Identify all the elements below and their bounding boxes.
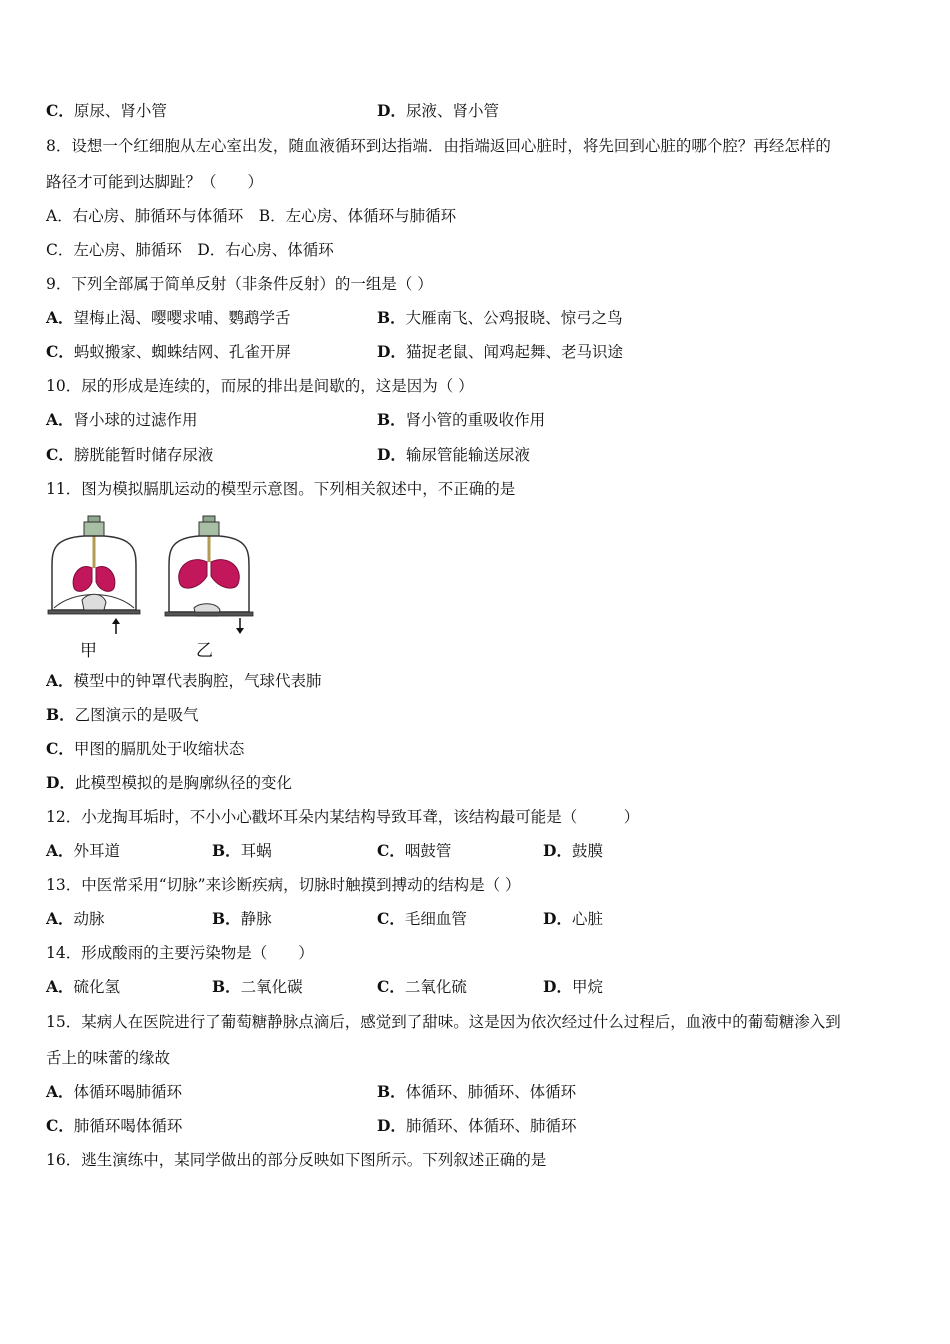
option-text: 此模型模拟的是胸廓纵径的变化 xyxy=(74,774,292,792)
figure-label-jia: 甲 xyxy=(80,641,97,661)
q13-option-a xyxy=(46,908,105,930)
option-text: 猫捉老鼠、闻鸡起舞、老马识途 xyxy=(405,343,623,361)
option-letter: C． xyxy=(46,1116,74,1135)
q15-stem: 15．某病人在医院进行了葡萄糖静脉点滴后，感觉到了甜味。这是因为依次经过什么过程后，血液中的葡萄糖渗入到 xyxy=(46,1013,841,1031)
option-letter: A． xyxy=(46,308,74,327)
diaphragm-model-figure xyxy=(44,512,264,662)
q8-stem-cont: 路径才可能到达脚趾？（ ） xyxy=(46,173,264,191)
option-text: 咽鼓管 xyxy=(404,842,452,860)
q11-option-d xyxy=(46,772,292,794)
option-text: 尿液、肾小管 xyxy=(405,102,499,120)
q14-option-b xyxy=(212,976,303,998)
option-letter: D． xyxy=(543,977,572,996)
bell-jar-right xyxy=(165,516,253,634)
q7-option-c xyxy=(46,100,167,122)
option-letter: B． xyxy=(377,308,406,327)
option-letter: A． xyxy=(46,841,74,860)
q15-option-a xyxy=(46,1081,182,1103)
option-text: 甲烷 xyxy=(571,978,603,996)
option-text: 甲图的膈肌处于收缩状态 xyxy=(73,740,245,758)
q12-stem: 12．小龙掏耳垢时，不小小心戳坏耳朵内某结构导致耳聋，该结构最可能是（ ） xyxy=(46,808,640,826)
q14-option-d xyxy=(543,976,603,998)
option-letter: A． xyxy=(46,671,74,690)
q11-stem: 11．图为模拟膈肌运动的模型示意图。下列相关叙述中，不正确的是 xyxy=(46,480,516,498)
option-letter: C． xyxy=(46,101,74,120)
option-letter: D． xyxy=(543,909,572,928)
option-text: 大雁南飞、公鸡报晓、惊弓之鸟 xyxy=(405,309,623,327)
option-text: 体循环喝肺循环 xyxy=(73,1083,183,1101)
option-letter: D． xyxy=(377,1116,406,1135)
option-letter: C． xyxy=(377,909,405,928)
option-text: 肾小管的重吸收作用 xyxy=(405,411,546,429)
option-text: 输尿管能输送尿液 xyxy=(405,446,530,464)
q12-option-b xyxy=(212,840,272,862)
option-letter: C． xyxy=(46,739,74,758)
q15-option-d xyxy=(377,1115,576,1137)
option-text: 肺循环喝体循环 xyxy=(73,1117,183,1135)
option-text: 二氧化碳 xyxy=(240,978,303,996)
q10-option-b xyxy=(377,409,545,431)
option-letter: C． xyxy=(377,977,405,996)
option-text: 毛细血管 xyxy=(404,910,467,928)
option-letter: C． xyxy=(377,841,405,860)
option-letter: C． xyxy=(46,445,74,464)
option-text: 硫化氢 xyxy=(73,978,121,996)
q15-option-b xyxy=(377,1081,576,1103)
option-letter: B． xyxy=(212,909,241,928)
option-letter: C． xyxy=(46,342,74,361)
option-letter: D． xyxy=(377,445,406,464)
option-text: 肾小球的过滤作用 xyxy=(73,411,198,429)
option-text: 肺循环、体循环、肺循环 xyxy=(405,1117,577,1135)
option-text: 动脉 xyxy=(73,910,105,928)
option-letter: B． xyxy=(212,977,241,996)
option-letter: B． xyxy=(377,1082,406,1101)
q15-stem-cont: 舌上的味蕾的缘故 xyxy=(46,1049,171,1067)
q10-option-d xyxy=(377,444,530,466)
q12-option-a xyxy=(46,840,120,862)
option-text: 望梅止渴、嘤嘤求哺、鹦鹉学舌 xyxy=(73,309,291,327)
option-text: 静脉 xyxy=(240,910,272,928)
option-letter: D． xyxy=(46,773,75,792)
option-text: 外耳道 xyxy=(73,842,121,860)
option-text: 二氧化硫 xyxy=(404,978,467,996)
option-text: 心脏 xyxy=(571,910,603,928)
option-text: 体循环、肺循环、体循环 xyxy=(405,1083,577,1101)
q10-stem: 10．尿的形成是连续的，而尿的排出是间歇的，这是因为（ ） xyxy=(46,377,474,395)
option-text: 蚂蚁搬家、蜘蛛结网、孔雀开屏 xyxy=(73,343,291,361)
q10-option-a xyxy=(46,409,198,431)
q13-stem: 13．中医常采用“切脉”来诊断疾病，切脉时触摸到搏动的结构是（ ） xyxy=(46,876,521,894)
q9-stem: 9．下列全部属于简单反射（非条件反射）的一组是（ ） xyxy=(46,275,433,293)
q9-option-c xyxy=(46,341,291,363)
q11-option-a xyxy=(46,670,322,692)
q12-option-d xyxy=(543,840,603,862)
q8-stem: 8．设想一个红细胞从左心室出发，随血液循环到达指端．由指端返回心脏时，将先回到心脏的哪个腔？再经怎样的 xyxy=(46,137,831,155)
q8-options-cd: C．左心房、肺循环 D．右心房、体循环 xyxy=(46,241,334,259)
option-text: 乙图演示的是吸气 xyxy=(74,706,199,724)
diaphragm-model-illustration xyxy=(44,512,264,662)
q7-option-d xyxy=(377,100,499,122)
q14-stem: 14．形成酸雨的主要污染物是（ ） xyxy=(46,944,314,962)
option-text: 鼓膜 xyxy=(571,842,603,860)
q9-option-b xyxy=(377,307,623,329)
option-text: 原尿、肾小管 xyxy=(73,102,167,120)
q14-option-c xyxy=(377,976,467,998)
q13-option-c xyxy=(377,908,467,930)
option-text: 模型中的钟罩代表胸腔，气球代表肺 xyxy=(73,672,322,690)
q13-option-d xyxy=(543,908,603,930)
q11-option-b xyxy=(46,704,199,726)
q11-option-c xyxy=(46,738,244,760)
option-letter: B． xyxy=(377,410,406,429)
option-letter: B． xyxy=(212,841,241,860)
q8-options-ab: A．右心房、肺循环与体循环 B．左心房、体循环与肺循环 xyxy=(46,207,457,225)
q9-option-a xyxy=(46,307,291,329)
q12-option-c xyxy=(377,840,451,862)
option-text: 膀胱能暂时储存尿液 xyxy=(73,446,214,464)
option-letter: A． xyxy=(46,410,74,429)
q10-option-c xyxy=(46,444,213,466)
q15-option-c xyxy=(46,1115,182,1137)
q13-option-b xyxy=(212,908,272,930)
q16-stem: 16．逃生演练中，某同学做出的部分反映如下图所示。下列叙述正确的是 xyxy=(46,1151,547,1169)
option-letter: D． xyxy=(543,841,572,860)
option-letter: A． xyxy=(46,1082,74,1101)
figure-label-yi: 乙 xyxy=(196,641,213,661)
option-text: 耳蜗 xyxy=(240,842,272,860)
option-letter: B． xyxy=(46,705,75,724)
q14-option-a xyxy=(46,976,120,998)
option-letter: A． xyxy=(46,909,74,928)
option-letter: D． xyxy=(377,101,406,120)
q9-option-d xyxy=(377,341,623,363)
option-letter: A． xyxy=(46,977,74,996)
option-letter: D． xyxy=(377,342,406,361)
bell-jar-left xyxy=(48,516,140,634)
